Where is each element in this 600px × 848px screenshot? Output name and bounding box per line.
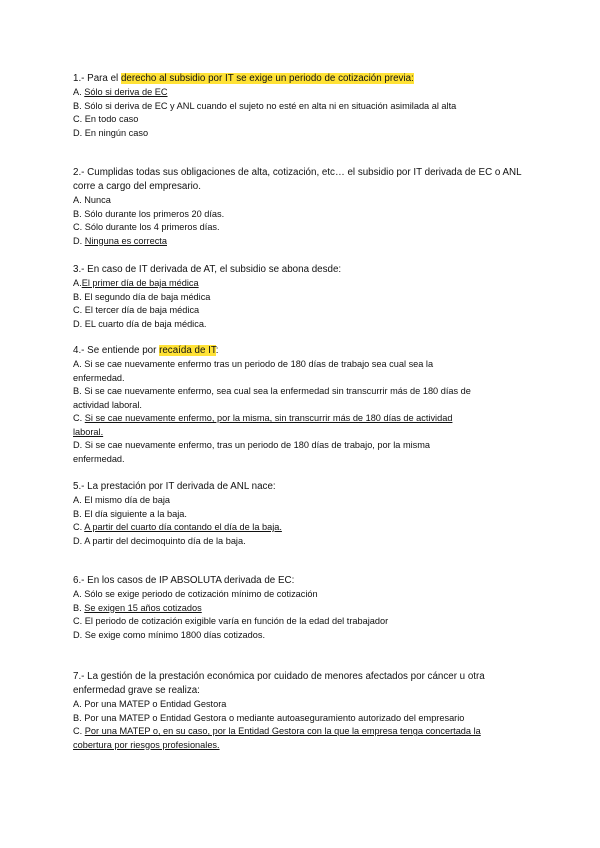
option-letter: B. xyxy=(73,602,82,613)
option-text: Sólo durante los 4 primeros días. xyxy=(84,222,220,232)
option-text-correct: El primer día de baja médica xyxy=(81,278,199,288)
option-text: Nunca xyxy=(84,195,111,205)
option-a xyxy=(73,698,543,712)
option-letter: C. xyxy=(73,413,83,423)
option-letter: B. xyxy=(73,508,82,519)
option-b xyxy=(73,100,478,114)
question-number: 2.- xyxy=(73,167,85,178)
option-text: Si se cae nuevamente enfermo tras un periodo de 180 días de trabajo sea cual sea la enfermedad. xyxy=(73,359,434,383)
option-letter: B. xyxy=(73,100,82,111)
question-6 xyxy=(73,574,543,642)
option-letter: C. xyxy=(73,222,83,232)
option-letter: D. xyxy=(73,440,83,450)
option-c xyxy=(73,412,463,439)
option-letter: A. xyxy=(73,278,82,288)
option-letter: A. xyxy=(73,195,82,205)
option-letter: B. xyxy=(73,208,82,219)
question-text xyxy=(73,72,543,86)
option-d xyxy=(73,535,543,549)
option-text: El segundo día de baja médica xyxy=(84,291,211,302)
question-prefix: Se entiende por xyxy=(87,345,157,356)
option-letter: C. xyxy=(73,305,83,315)
option-text: Sólo se exige periodo de cotización mínimo de cotización xyxy=(84,589,318,599)
option-b xyxy=(73,291,543,305)
question-5 xyxy=(73,480,543,548)
question-prefix: Para el xyxy=(87,73,119,84)
option-c xyxy=(73,521,543,535)
option-letter: D. xyxy=(73,127,83,138)
option-letter: A. xyxy=(73,699,82,709)
option-text: A partir del decimoquinto día de la baja. xyxy=(84,535,246,546)
option-a xyxy=(73,494,543,508)
option-text: Si se cae nuevamente enfermo, sea cual sea la enfermedad sin transcurrir más de 180 días de actividad laboral. xyxy=(73,386,471,410)
option-a xyxy=(73,194,543,208)
option-d xyxy=(73,127,543,141)
option-b xyxy=(73,385,493,412)
option-c xyxy=(73,304,543,318)
option-letter: A. xyxy=(73,87,82,97)
option-letter: B. xyxy=(73,291,82,302)
option-letter: A. xyxy=(73,359,82,369)
option-b xyxy=(73,712,473,726)
option-c xyxy=(73,725,493,752)
option-text: Sólo si deriva de EC y ANL cuando el sujeto no esté en alta ni en situación asimilada al alta xyxy=(84,100,457,111)
option-b xyxy=(73,508,543,522)
option-text-correct: Sólo si deriva de EC xyxy=(84,87,168,97)
option-d xyxy=(73,235,543,249)
question-2 xyxy=(73,166,543,248)
option-d xyxy=(73,629,543,643)
option-text-correct: Ninguna es correcta xyxy=(84,235,167,246)
option-a xyxy=(73,358,483,385)
option-letter: C. xyxy=(73,726,83,736)
question-4 xyxy=(73,344,543,466)
option-letter: B. xyxy=(73,386,82,396)
option-text-correct: Se exigen 15 años cotizados xyxy=(84,602,202,613)
question-number: 7.- xyxy=(73,671,85,682)
question-prefix: En caso de IT derivada de AT, el subsidio se abona desde: xyxy=(87,264,342,275)
option-text: Se exige como mínimo 1800 días cotizados. xyxy=(84,629,266,640)
option-text: Sólo durante los primeros 20 días. xyxy=(84,208,225,219)
option-c xyxy=(73,221,543,235)
option-letter: C. xyxy=(73,114,83,124)
option-text: Si se cae nuevamente enfermo, tras un periodo de 180 días de trabajo, por la misma enfermedad. xyxy=(73,440,430,464)
option-a xyxy=(73,277,543,291)
option-text-correct: A partir del cuarto día contando el día de la baja. xyxy=(84,522,282,532)
option-letter: D. xyxy=(73,318,83,329)
option-letter: A. xyxy=(73,495,82,505)
option-text-correct: Por una MATEP o, en su caso, por la Entidad Gestora con la que la empresa tenga concertada la cobertura por riesgos profesionales. xyxy=(73,726,481,750)
question-prefix: La prestación por IT derivada de ANL nace: xyxy=(87,481,276,492)
option-letter: D. xyxy=(73,535,83,546)
question-1 xyxy=(73,72,543,140)
option-letter: A. xyxy=(73,589,82,599)
question-7 xyxy=(73,670,543,752)
option-a xyxy=(73,588,543,602)
question-suffix: : xyxy=(215,345,219,356)
option-letter: D. xyxy=(73,235,83,246)
question-3 xyxy=(73,263,543,331)
option-text: En todo caso xyxy=(84,114,139,124)
question-prefix: Cumplidas todas sus obligaciones de alta, cotización, etc… el subsidio por IT derivada de EC o ANL corre a cargo del empresario. xyxy=(73,167,522,192)
question-number: 4.- xyxy=(73,345,85,356)
question-text xyxy=(73,670,533,698)
question-text xyxy=(73,480,543,494)
question-number: 6.- xyxy=(73,575,85,586)
option-letter: C. xyxy=(73,522,83,532)
question-text xyxy=(73,263,543,277)
option-text: EL cuarto día de baja médica. xyxy=(84,318,207,329)
question-number: 1.- xyxy=(73,73,85,84)
option-letter: B. xyxy=(73,712,82,723)
option-text: El tercer día de baja médica xyxy=(84,305,200,315)
question-text xyxy=(73,166,543,194)
option-d xyxy=(73,439,483,466)
question-prefix: La gestión de la prestación económica por cuidado de menores afectados por cáncer u otra enfermedad grave se realiza: xyxy=(73,671,485,696)
option-text: Por una MATEP o Entidad Gestora xyxy=(84,699,227,709)
question-text xyxy=(73,344,543,358)
option-text-correct: Si se cae nuevamente enfermo, por la misma, sin transcurrir más de 180 días de actividad laboral. xyxy=(73,413,453,437)
option-letter: C. xyxy=(73,616,83,626)
option-text: El periodo de cotización exigible varía en función de la edad del trabajador xyxy=(84,616,389,626)
question-number: 3.- xyxy=(73,264,85,275)
question-prefix: En los casos de IP ABSOLUTA derivada de EC: xyxy=(87,575,295,586)
highlighted-text: derecho al subsidio por IT se exige un periodo de cotización previa: xyxy=(120,73,414,84)
option-b xyxy=(73,602,543,616)
option-b xyxy=(73,208,543,222)
question-text xyxy=(73,574,543,588)
option-text: El día siguiente a la baja. xyxy=(84,508,187,519)
option-text: El mismo día de baja xyxy=(84,495,171,505)
option-letter: D. xyxy=(73,629,83,640)
question-number: 5.- xyxy=(73,481,85,492)
option-text: Por una MATEP o Entidad Gestora o mediante autoaseguramiento autorizado del empresario xyxy=(84,712,465,723)
option-c xyxy=(73,113,543,127)
highlighted-text: recaída de IT xyxy=(159,345,216,356)
option-d xyxy=(73,318,543,332)
option-text: En ningún caso xyxy=(84,127,149,138)
option-c xyxy=(73,615,543,629)
option-a xyxy=(73,86,543,100)
